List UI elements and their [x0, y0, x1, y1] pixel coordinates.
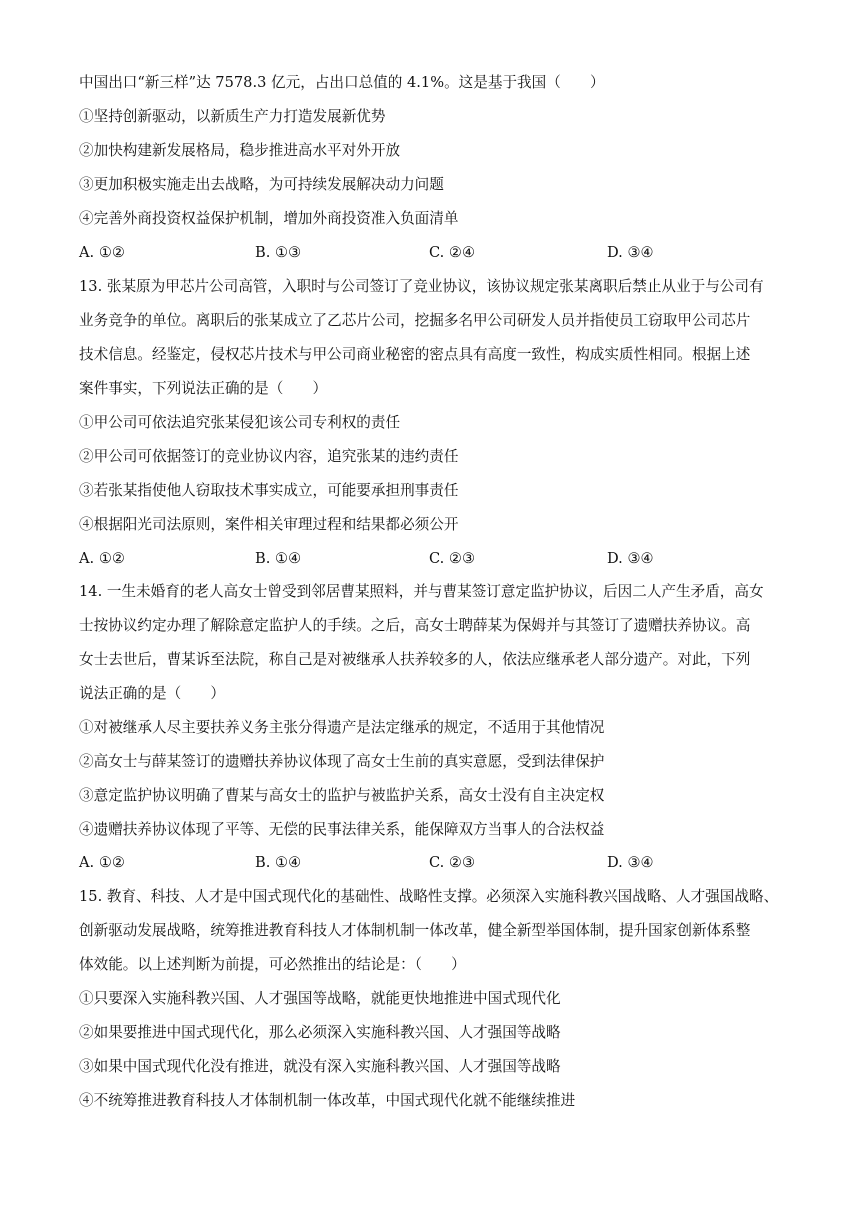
q13-stem-line-3: 技术信息。经鉴定，侵权芯片技术与甲公司商业秘密的密点具有高度一致性，构成实质性相同。根据上述: [79, 346, 751, 363]
q14-statement-4: ④遗赠扶养协议体现了平等、无偿的民事法律关系，能保障双方当事人的合法权益: [79, 821, 605, 838]
q14-option-c[interactable]: C. ②③: [429, 854, 476, 871]
q14-stem-line-4: 说法正确的是（ ）: [79, 685, 225, 702]
q13-option-b[interactable]: B. ①④: [255, 550, 302, 567]
q14-stem-line-3: 女士去世后，曹某诉至法院，称自己是对被继承人扶养较多的人，依法应继承老人部分遗产。对此，下列: [79, 651, 751, 668]
q14-option-a[interactable]: A. ①②: [79, 854, 125, 871]
q12-statement-4: ④完善外商投资权益保护机制，增加外商投资准入负面清单: [79, 210, 459, 227]
q15-stem-line-2: 创新驱动发展战略，统筹推进教育科技人才体制机制一体改革，健全新型举国体制，提升国家创新体系整: [79, 922, 751, 939]
q13-options: [79, 549, 779, 569]
q12-option-a[interactable]: A. ①②: [79, 244, 125, 261]
q12-statement-3: ③更加积极实施走出去战略，为可持续发展解决动力问题: [79, 176, 444, 193]
q12-statement-1: ①坚持创新驱动，以新质生产力打造发展新优势: [79, 108, 386, 125]
q15-statement-4: ④不统筹推进教育科技人才体制机制一体改革，中国式现代化就不能继续推进: [79, 1092, 576, 1109]
q13-stem-line-2: 业务竞争的单位。离职后的张某成立了乙芯片公司，挖掘多名甲公司研发人员并指使员工窃取甲公司芯片: [79, 312, 751, 329]
q12-options: [79, 243, 779, 263]
q15-stem-line-1: 15. 教育、科技、人才是中国式现代化的基础性、战略性支撑。必须深入实施科教兴国战略、人才强国战略、: [79, 888, 779, 905]
q13-statement-4: ④根据阳光司法原则，案件相关审理过程和结果都必须公开: [79, 516, 459, 533]
q12-statement-2: ②加快构建新发展格局，稳步推进高水平对外开放: [79, 142, 401, 159]
q14-statement-3: ③意定监护协议明确了曹某与高女士的监护与被监护关系，高女士没有自主决定权: [79, 787, 605, 804]
q14-option-d[interactable]: D. ③④: [607, 854, 654, 871]
q13-option-d[interactable]: D. ③④: [607, 550, 654, 567]
q14-stem-line-2: 士按协议约定办理了解除意定监护人的手续。之后，高女士聘薛某为保姆并与其签订了遗赠扶养协议。高: [79, 617, 751, 634]
q13-stem-line-1: 13. 张某原为甲芯片公司高管，入职时与公司签订了竞业协议，该协议规定张某离职后禁止从业于与公司有: [79, 278, 764, 295]
q14-options: [79, 853, 779, 873]
q14-option-b[interactable]: B. ①④: [255, 854, 302, 871]
q15-stem-line-3: 体效能。以上述判断为前提，可必然推出的结论是：（ ）: [79, 956, 466, 973]
q15-statement-1: ①只要深入实施科教兴国、人才强国等战略，就能更快地推进中国式现代化: [79, 990, 561, 1007]
q15-statement-2: ②如果要推进中国式现代化，那么必须深入实施科教兴国、人才强国等战略: [79, 1024, 561, 1041]
q13-statement-1: ①甲公司可依法追究张某侵犯该公司专利权的责任: [79, 414, 401, 431]
q14-stem-line-1: 14. 一生未婚育的老人高女士曾受到邻居曹某照料，并与曹某签订意定监护协议，后因二人产生矛盾，高女: [79, 583, 764, 600]
q13-statement-3: ③若张某指使他人窃取技术事实成立，可能要承担刑事责任: [79, 482, 459, 499]
q15-statement-3: ③如果中国式现代化没有推进，就没有深入实施科教兴国、人才强国等战略: [79, 1058, 561, 1075]
q14-statement-1: ①对被继承人尽主要扶养义务主张分得遗产是法定继承的规定，不适用于其他情况: [79, 719, 605, 736]
q12-option-d[interactable]: D. ③④: [607, 244, 654, 261]
q12-stem-tail: 中国出口“新三样”达 7578.3 亿元，占出口总值的 4.1%。这是基于我国（ ）: [79, 74, 605, 91]
q14-statement-2: ②高女士与薛某签订的遗赠扶养协议体现了高女士生前的真实意愿，受到法律保护: [79, 753, 605, 770]
q13-option-a[interactable]: A. ①②: [79, 550, 125, 567]
q12-option-c[interactable]: C. ②④: [429, 244, 476, 261]
q13-statement-2: ②甲公司可依据签订的竞业协议内容，追究张某的违约责任: [79, 448, 459, 465]
q12-option-b[interactable]: B. ①③: [255, 244, 302, 261]
q13-stem-line-4: 案件事实，下列说法正确的是（ ）: [79, 380, 328, 397]
q13-option-c[interactable]: C. ②③: [429, 550, 476, 567]
